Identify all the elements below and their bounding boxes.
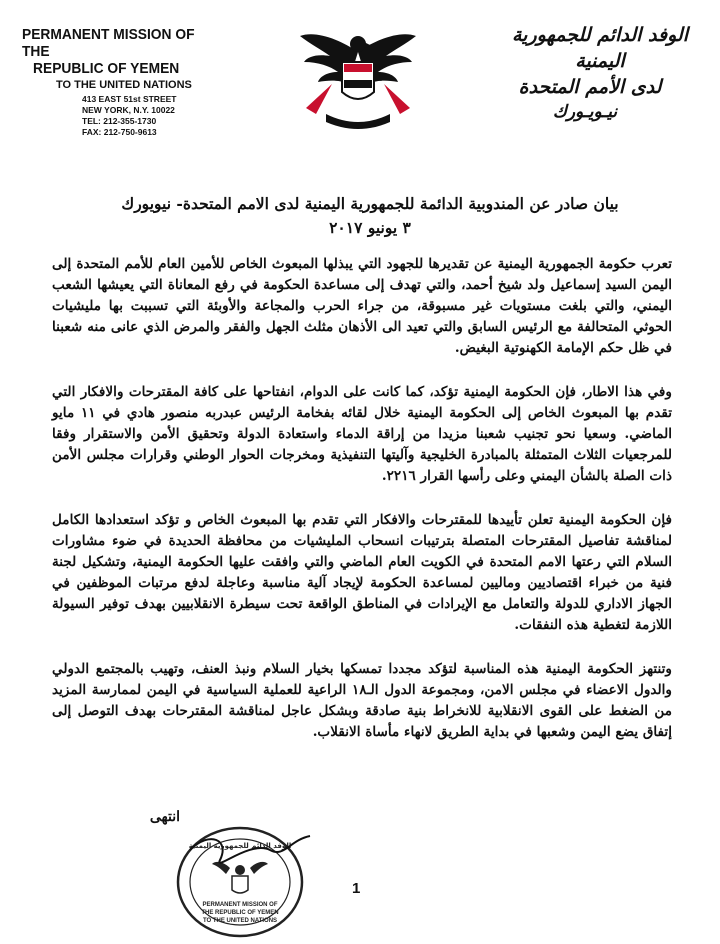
- address-city: NEW YORK, N.Y. 10022: [82, 105, 175, 115]
- paragraph-2: وفي هذا الاطار، فإن الحكومة اليمنية تؤكد، كما كانت على الدوام، انفتاحها على كافة المقترحات والافكار التي تقدم بها المبعوث الخاص إلى الحكومة اليمنية خلال لقائه بفخامة الرئيس عبدربه منصور هادي في ١١ مايو الماضي. وسعيا نحو تجنيب شعبنا مزيدا من إراقة الدماء واستعادة الدولة وتحقيق الأمن والاستقرار وفقا للمرجعيات الثلاث المتمثلة بالمبادرة الخليجية وآليتها التنفيذية ومخرجات الحوار الوطني وقرارات مجلس الأمن ذات الصلة بالشأن اليمني وعلى رأسها القرار ٢٢١٦.: [52, 384, 672, 484]
- statement-title-line1: بيان صادر عن المندوبية الدائمة للجمهورية اليمنية لدى الامم المتحدة- نيويورك: [121, 194, 619, 213]
- stamp-text-3: TO THE UNITED NATIONS: [202, 918, 278, 924]
- stamp-text-ar: الوفد الدائم للجمهورية اليمنية: [188, 842, 292, 850]
- address-fax: FAX: 212-750-9613: [82, 127, 157, 137]
- official-stamp-seal: [160, 820, 320, 940]
- stamp-text-2: THE REPUBLIC OF YEMEN: [201, 910, 279, 916]
- paragraph-3: فإن الحكومة اليمنية تعلن تأييدها للمقترحات والافكار التي تقدم بها المبعوث الخاص و تؤكد استعدادها الكامل لمناقشة تفاصيل المقترحات المتصلة بترتيبات انسحاب المليشيات من محافظة الحديدة في ضوء مشاورات السلام التي رعتها الامم المتحدة في الكويت العام الماضي والتي وافقت عليها الحكومة اليمنية، وتشكيل لجنة فنية من خبراء اقتصاديين وماليين لمساعدة الحكومة لإيجاد آلية مناسبة وعاجلة لدفع مرتبات الموظفين في الجهاز الاداري للدولة والتعامل مع الإيرادات في المناطق الواقعة تحت سيطرة الانقلابيين بهدف توفير السيولة اللازمة لتغطية هذه النفقات.: [52, 512, 672, 633]
- mission-name-ar-line2: لدى الأمم المتحدة: [518, 76, 662, 98]
- mission-name-line1: PERMANENT MISSION OF THE: [22, 26, 195, 60]
- statement-body: [52, 254, 672, 766]
- mission-name-line2: REPUBLIC OF YEMEN: [33, 60, 180, 77]
- mission-city-ar: نيـويـورك: [552, 102, 618, 122]
- statement-date: ٣ يونيو ٢٠١٧: [329, 218, 411, 237]
- closing-word: انتهى: [149, 809, 180, 825]
- mission-name-ar-line1: الوفد الدائم للجمهورية اليمنية: [512, 24, 688, 72]
- paragraph-4: وتنتهز الحكومة اليمنية هذه المناسبة لتؤكد مجددا تمسكها بخيار السلام ونبذ العنف، وتهيب بالمجتمع الدولي والدول الاعضاء في مجلس الامن، ومجموعة الدول الـ١٨ الراعية للعملية السياسية في اليمن لممارسة المزيد من الضغط على القوى الانقلابية للانخراط بنية صادقة وبشكل عاجل لمناقشة المقترحات بهدف التوصل إلى إتفاق يضع اليمن وشعبها في بداية الطريق لانهاء مأساة الانقلاب.: [52, 661, 672, 740]
- address-street: 413 EAST 51st STREET: [82, 94, 177, 104]
- stamp-text-1: PERMANENT MISSION OF: [202, 902, 278, 908]
- page-number: 1: [352, 880, 361, 897]
- mission-name-line3: TO THE UNITED NATIONS: [56, 79, 192, 91]
- address-tel: TEL: 212-355-1730: [82, 116, 157, 126]
- statement-title: [60, 192, 680, 240]
- letterhead-arabic: [500, 22, 700, 124]
- yemen-eagle-emblem-icon: [296, 22, 420, 134]
- letterhead-english: [22, 26, 232, 138]
- mission-address: [22, 94, 232, 138]
- paragraph-1: تعرب حكومة الجمهورية اليمنية عن تقديرها للجهود التي يبذلها المبعوث الخاص للأمين العام للأمم المتحدة إلى اليمن السيد إسماعيل ولد شيخ أحمد، والتي تهدف إلى مساعدة الحكومة في رفع المعاناة التي يعيشها الشعب اليمني، والتي بلغت مستويات غير مسبوقة، من جراء الحرب والمجاعة والأوبئة التي تسببت بها مليشيات الحوثي المتحالفة مع الرئيس السابق والتي تعيد الى الأذهان مثلث الجهل والفقر والمرض الذي عانى منه شعبنا في ظل حكم الإمامة الكهنوتية البغيض.: [52, 256, 672, 356]
